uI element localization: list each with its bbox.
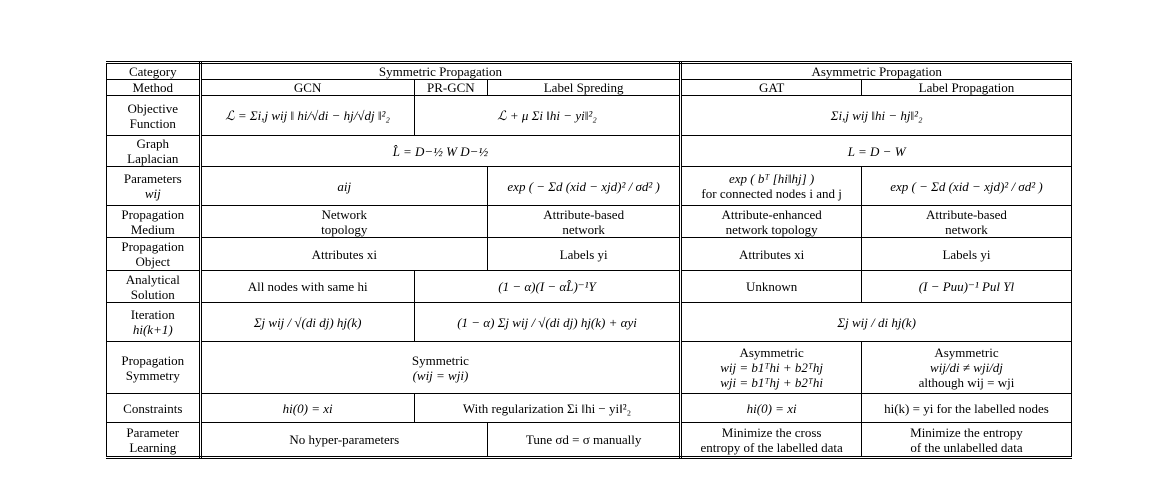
comparison-table <box>106 61 1072 459</box>
analytical-gat: Unknown <box>681 271 862 303</box>
object-gat: Attributes xi <box>681 238 862 271</box>
learning-gat: Minimize the cross entropy of the labelled data <box>681 423 862 458</box>
row-label-analytical: Analytical Solution <box>107 271 201 303</box>
medium-gat: Attribute-enhanced network topology <box>681 206 862 238</box>
row-label-object: Propagation Object <box>107 238 201 271</box>
iteration-gcn: Σj wij / √(di dj) hj(k) <box>200 303 414 342</box>
asymmetric-header: Asymmetric Propagation <box>681 63 1072 80</box>
row-label-laplacian: Graph Laplacian <box>107 136 201 167</box>
objective-asymmetric: Σi,j wij ‖hi − hj‖²₂ <box>681 96 1072 136</box>
laplacian-symmetric: L̂ = D−½ W D−½ <box>200 136 681 167</box>
row-label-symmetry: Propagation Symmetry <box>107 342 201 394</box>
object-gcn: Attributes xi <box>200 238 487 271</box>
object-label-spreading: Labels yi <box>487 238 680 271</box>
iteration-symmetric: (1 − α) Σj wij / √(di dj) hj(k) + αyi <box>414 303 681 342</box>
method-gat: GAT <box>681 80 862 96</box>
learning-symmetric: No hyper-parameters <box>200 423 487 458</box>
method-gcn: GCN <box>200 80 414 96</box>
row-label-iteration: Iteration hi(k+1) <box>107 303 201 342</box>
constraints-symmetric: With regularization Σi ‖hi − yi‖²₂ <box>414 394 681 423</box>
analytical-symmetric: (1 − α)(I − αL̂)⁻¹Y <box>414 271 681 303</box>
objective-symmetric: ℒ + μ Σi ‖hi − yi‖²₂ <box>414 96 681 136</box>
laplacian-asymmetric: L = D − W <box>681 136 1072 167</box>
object-label-propagation: Labels yi <box>861 238 1071 271</box>
parameters-gcn: aij <box>200 167 487 206</box>
analytical-label-propagation: (I − Puu)⁻¹ Pul Yl <box>861 271 1071 303</box>
row-label-learning: Parameter Learning <box>107 423 201 458</box>
constraints-gat: hi(0) = xi <box>681 394 862 423</box>
medium-gcn: Network topology <box>200 206 487 238</box>
row-label-constraints: Constraints <box>107 394 201 423</box>
iteration-asymmetric: Σj wij / di hj(k) <box>681 303 1072 342</box>
row-label-parameters: Parameters wij <box>107 167 201 206</box>
method-pr-gcn: PR-GCN <box>414 80 487 96</box>
method-header: Method <box>107 80 201 96</box>
medium-label-spreading: Attribute-based network <box>487 206 680 238</box>
constraints-label-propagation: hi(k) = yi for the labelled nodes <box>861 394 1071 423</box>
parameters-gat: exp ( bᵀ [hi‖hj] ) for connected nodes i and j <box>681 167 862 206</box>
parameters-label-propagation: exp ( − Σd (xid − xjd)² / σd² ) <box>861 167 1071 206</box>
learning-label-propagation: Minimize the entropy of the unlabelled data <box>861 423 1071 458</box>
row-label-medium: Propagation Medium <box>107 206 201 238</box>
symmetry-label-propagation: Asymmetric wij/di ≠ wji/dj although wij = wji <box>861 342 1071 394</box>
category-header: Category <box>107 63 201 80</box>
medium-label-propagation: Attribute-based network <box>861 206 1071 238</box>
constraints-gcn: hi(0) = xi <box>200 394 414 423</box>
method-label-spreading: Label Spreding <box>487 80 680 96</box>
method-label-propagation: Label Propagation <box>861 80 1071 96</box>
learning-label-spreading: Tune σd = σ manually <box>487 423 680 458</box>
row-label-objective: Objective Function <box>107 96 201 136</box>
symmetric-header: Symmetric Propagation <box>200 63 681 80</box>
parameters-label-spreading: exp ( − Σd (xid − xjd)² / σd² ) <box>487 167 680 206</box>
analytical-gcn: All nodes with same hi <box>200 271 414 303</box>
objective-gcn: ℒ = Σi,j wij ‖ hi/√di − hj/√dj ‖²₂ <box>200 96 414 136</box>
symmetry-gat: Asymmetric wij = b1ᵀhi + b2ᵀhj wji = b1ᵀhj + b2ᵀhi <box>681 342 862 394</box>
symmetry-symmetric: Symmetric (wij = wji) <box>200 342 681 394</box>
